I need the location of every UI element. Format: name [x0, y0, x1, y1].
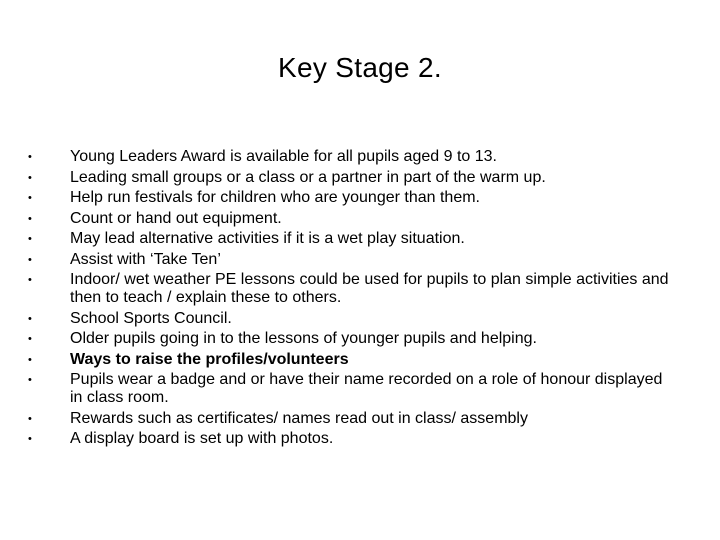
- bullet-text: Help run festivals for children who are younger than them.: [70, 189, 480, 206]
- bullet-text: Older pupils going in to the lessons of younger pupils and helping.: [70, 330, 537, 347]
- bullet-text: A display board is set up with photos.: [70, 430, 334, 447]
- bullet-icon: •: [28, 274, 32, 286]
- bullet-text: Leading small groups or a class or a partner in part of the warm up.: [70, 168, 546, 186]
- bullet-icon: •: [28, 253, 32, 266]
- bullet-item: [28, 371, 678, 407]
- bullet-item: [28, 430, 678, 448]
- bullet-item: [28, 251, 678, 269]
- bullet-text: Assist with ‘Take Ten’: [70, 250, 221, 268]
- bullet-item: [28, 148, 678, 166]
- bullet-icon: •: [28, 333, 32, 345]
- bullet-icon: •: [28, 374, 32, 386]
- bullet-text: Young Leaders Award is available for all pupils aged 9 to 13.: [70, 148, 497, 165]
- bullet-item: [28, 210, 678, 228]
- bullet-text: Count or hand out equipment.: [70, 209, 282, 227]
- bullet-text: School Sports Council.: [70, 309, 232, 327]
- bullet-icon: •: [28, 412, 32, 425]
- bullet-item: [28, 410, 678, 428]
- bullet-icon: •: [28, 353, 32, 366]
- bullet-item: [28, 189, 678, 207]
- bullet-icon: •: [28, 151, 32, 163]
- bullet-text-heading: Ways to raise the profiles/volunteers: [70, 350, 349, 368]
- bullet-item: [28, 169, 678, 187]
- bullet-item: [28, 330, 678, 348]
- bullet-icon: •: [28, 433, 32, 445]
- bullet-item: [28, 310, 678, 328]
- bullet-text: Rewards such as certificates/ names read out in class/ assembly: [70, 409, 528, 427]
- bullet-text: Pupils wear a badge and or have their name recorded on a role of honour displayed in class room.: [70, 371, 663, 406]
- bullet-icon: •: [28, 233, 32, 245]
- bullet-item: [28, 271, 678, 307]
- bullet-icon: •: [28, 171, 32, 184]
- bullet-text: May lead alternative activities if it is a wet play situation.: [70, 230, 465, 247]
- bullet-text: Indoor/ wet weather PE lessons could be used for pupils to plan simple activities and then to teach / explain these to others.: [70, 271, 669, 306]
- bullet-item: [28, 351, 678, 369]
- bullet-icon: •: [28, 212, 32, 225]
- bullet-icon: •: [28, 192, 32, 204]
- bullet-icon: •: [28, 312, 32, 325]
- bullet-item: [28, 230, 678, 248]
- bullet-list: [28, 148, 678, 451]
- slide-title: Key Stage 2.: [278, 52, 442, 83]
